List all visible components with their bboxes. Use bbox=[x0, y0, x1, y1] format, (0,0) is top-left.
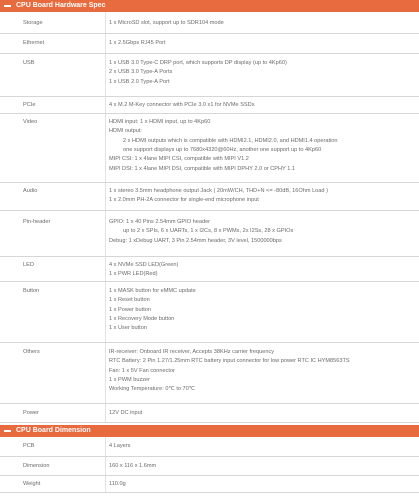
value-line: 1 x Reset button bbox=[109, 297, 150, 304]
table-row bbox=[0, 457, 419, 476]
minus-icon[interactable] bbox=[4, 430, 11, 432]
table-row bbox=[0, 476, 419, 493]
table-row bbox=[0, 211, 419, 257]
row-label: Weight bbox=[23, 481, 41, 487]
value-line: 1 x Power button bbox=[109, 306, 151, 313]
value-line: 2 x HDMI outputs which is compatible with HDMI2.1, HDMI2.0, and HDMI1.4 operation bbox=[123, 137, 338, 144]
value-line: up to 2 x SPIs, 6 x UARTs, 1 x I2Cs, 8 x PWMs, 2x I2Ss, 28 x GPIOs bbox=[123, 228, 294, 235]
table-row bbox=[0, 12, 419, 34]
column-divider bbox=[105, 34, 106, 53]
column-divider bbox=[105, 257, 106, 281]
value-line: 4 x M.2 M-Key connector with PCIe 3.0 x1 for NVMe SSDs bbox=[109, 102, 255, 108]
value-line: IR-receiver: Onboard IR receiver, Accepts 38KHz carrier frequency bbox=[109, 349, 275, 355]
column-divider bbox=[105, 54, 106, 96]
column-divider bbox=[105, 12, 106, 33]
row-label: Storage bbox=[23, 20, 43, 26]
value-line: 4 x NVMe SSD LED(Green) bbox=[109, 262, 179, 268]
column-divider bbox=[105, 404, 106, 422]
section-title: CPU Board Dimension bbox=[16, 427, 91, 434]
column-divider bbox=[105, 476, 106, 492]
value-line: Debug: 1 xDebug UART, 3 Pin 2.54mm header, 3V level, 1500000bps bbox=[109, 237, 282, 244]
value-line: 1 x 2.5Gbps RJ45 Port bbox=[109, 40, 166, 46]
value-line: 1 x 2.0mm PH-2A connector for single-end microphone input bbox=[109, 197, 259, 204]
section-header-dimension bbox=[0, 425, 419, 437]
value-line: 1 x USB 3.0 Type-C DRP port, which supports DP display (up to 4Kp60) bbox=[109, 60, 287, 66]
table-row bbox=[0, 114, 419, 183]
column-divider bbox=[105, 437, 106, 456]
value-line: RTC Battery: 2 Pin 1.27/1.25mm RTC battery input connector for low power RTC IC HYM8563TS bbox=[109, 358, 350, 365]
column-divider bbox=[105, 282, 106, 342]
row-label: LED bbox=[23, 262, 34, 268]
minus-icon[interactable] bbox=[4, 5, 11, 7]
value-line: 1 x PWR LED(Red) bbox=[109, 271, 158, 278]
column-divider bbox=[105, 343, 106, 403]
table-row bbox=[0, 282, 419, 343]
table-row bbox=[0, 34, 419, 54]
row-label: USB bbox=[23, 60, 35, 66]
value-line: 1 x PWM buzzer bbox=[109, 376, 151, 383]
value-line: 110.0g bbox=[109, 481, 126, 487]
table-row bbox=[0, 257, 419, 282]
table-row bbox=[0, 437, 419, 457]
row-label: Power bbox=[23, 410, 39, 416]
value-line: GPIO: 1 x 40 Pins 2.54mm GPIO header bbox=[109, 219, 211, 225]
row-label: Ethernet bbox=[23, 40, 45, 46]
value-line: 1 x USB 2.0 Type-A Port bbox=[109, 78, 170, 85]
table-row bbox=[0, 97, 419, 114]
row-label: Others bbox=[23, 349, 40, 355]
section-header-hardware-spec bbox=[0, 0, 419, 12]
row-label: Audio bbox=[23, 188, 38, 194]
table-row bbox=[0, 183, 419, 211]
value-line: 4 Layers bbox=[109, 443, 131, 449]
row-label: Video bbox=[23, 119, 38, 125]
value-line: MIPI DSI: 1 x 4lane MIPI DSI, compatible with MIPI DPHY 2.0 or CPHY 1.1 bbox=[109, 165, 296, 172]
value-line: 2 x USB 3.0 Type-A Ports bbox=[109, 69, 173, 76]
table-row bbox=[0, 404, 419, 423]
section-title: CPU Board Hardware Spec bbox=[16, 2, 106, 9]
table-row bbox=[0, 54, 419, 97]
value-line: one support displays up to 7680x4320@60Hz, another one support up to 4Kp60 bbox=[123, 146, 322, 153]
column-divider bbox=[105, 211, 106, 256]
value-line: 1 x User button bbox=[109, 325, 147, 332]
column-divider bbox=[105, 114, 106, 182]
value-line: 160 x 116 x 1.6mm bbox=[109, 463, 157, 469]
value-line: 1 x MicroSD slot, support up to SDR104 mode bbox=[109, 20, 224, 26]
row-label: PCB bbox=[23, 443, 35, 449]
row-label: Dimension bbox=[23, 463, 50, 469]
value-line: 1 x MASK button for eMMC update bbox=[109, 288, 196, 294]
row-label: Button bbox=[23, 288, 40, 294]
column-divider bbox=[105, 457, 106, 475]
value-line: 12V DC input bbox=[109, 410, 143, 416]
row-label: Pin-header bbox=[23, 219, 51, 225]
value-line: 1 x Recovery Mode button bbox=[109, 315, 175, 322]
value-line: Fan: 1 x 5V Fan connector bbox=[109, 367, 175, 374]
value-line: Working Temperature: 0℃ to 70℃ bbox=[109, 386, 196, 393]
value-line: HDMI input: 1 x HDMI input, up to 4Kp60 bbox=[109, 119, 211, 125]
value-line: 1 x stereo 3.5mm headphone output Jack ( 20mW/CH, THD+N <= -80dB, 16Ohm Load ) bbox=[109, 188, 328, 194]
value-line: MIPI CSI: 1 x 4lane MIPI CSI, compatible with MIPI V1.2 bbox=[109, 156, 249, 163]
value-line: HDMI output: bbox=[109, 128, 142, 135]
column-divider bbox=[105, 97, 106, 113]
row-label: PCIe bbox=[23, 102, 36, 108]
column-divider bbox=[105, 183, 106, 210]
table-row bbox=[0, 343, 419, 404]
